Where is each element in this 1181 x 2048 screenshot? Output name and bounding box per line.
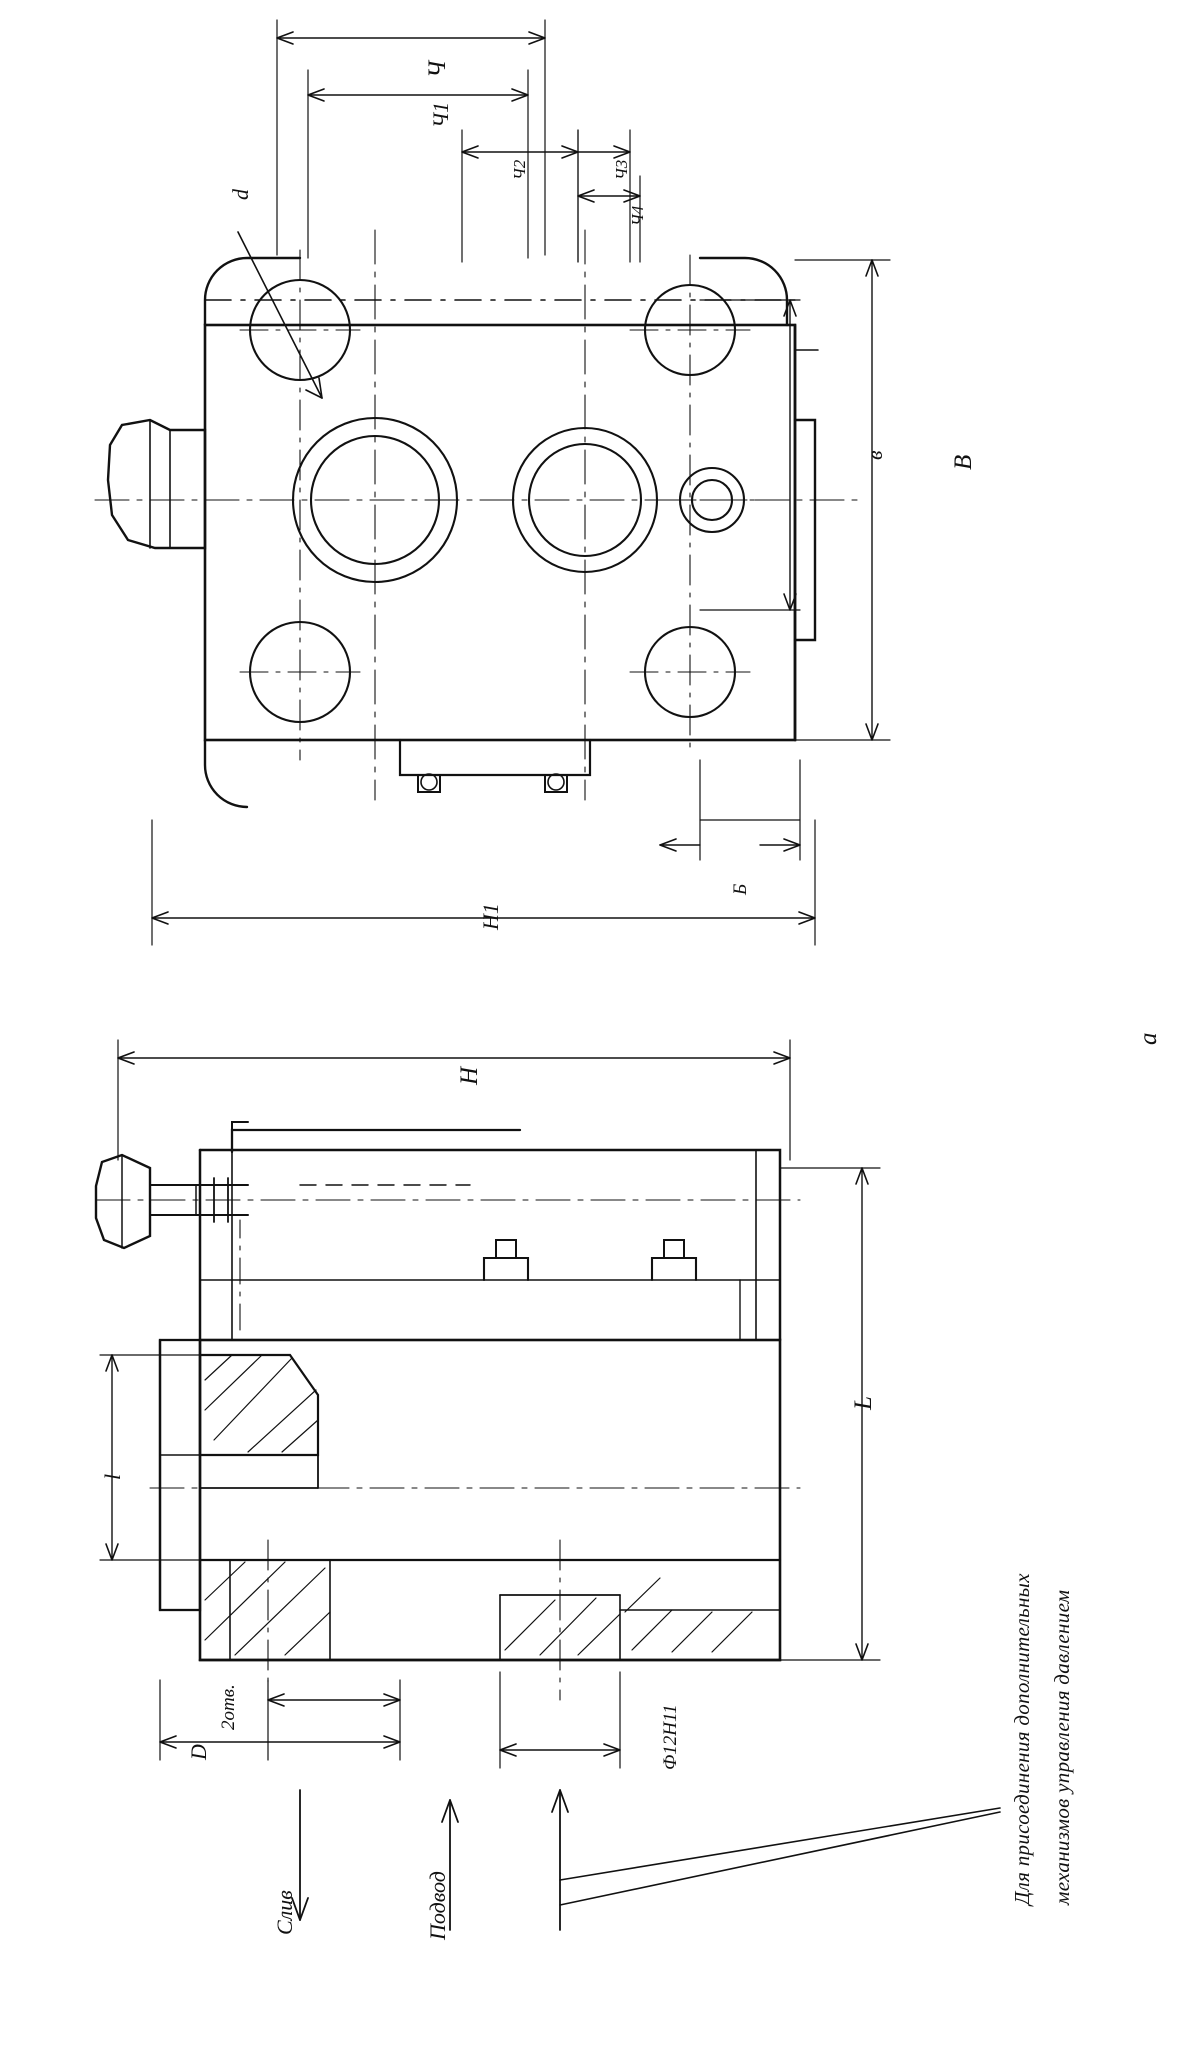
dimension-label-2otv: 2отв. <box>218 1684 239 1730</box>
dimension-label-n: Н <box>456 1066 483 1085</box>
figure-label: а <box>1135 1032 1162 1045</box>
port-label-supply: Подвод <box>425 1871 450 1940</box>
dimension-label-v-big: В <box>950 454 977 470</box>
callout-label-d: d <box>228 189 253 200</box>
dimension-label-D: D <box>186 1744 211 1760</box>
dimension-label-ch4: Ч4 <box>628 205 647 226</box>
dimension-label-v-small: в <box>862 450 887 460</box>
dimension-label-ch1: Ч1 <box>428 101 453 128</box>
dimension-label-ch2: Ч2 <box>510 159 529 180</box>
dimension-label-L: L <box>850 1396 877 1410</box>
dimension-label-b: Б <box>730 883 751 895</box>
note-line-1: Для присоединения дополнительных <box>1010 1573 1034 1905</box>
dimension-label-fi12h11: Ф12Н11 <box>660 1704 681 1770</box>
port-label-drain: Слив <box>272 1890 297 1935</box>
dimension-label-n1: Н1 <box>478 903 503 930</box>
dimension-label-ch3: Ч3 <box>612 159 631 180</box>
note-line-2: механизмов управления давлением <box>1050 1589 1074 1905</box>
dimension-label-ch: Ч <box>424 60 451 78</box>
dimension-label-l: l <box>100 1473 125 1480</box>
